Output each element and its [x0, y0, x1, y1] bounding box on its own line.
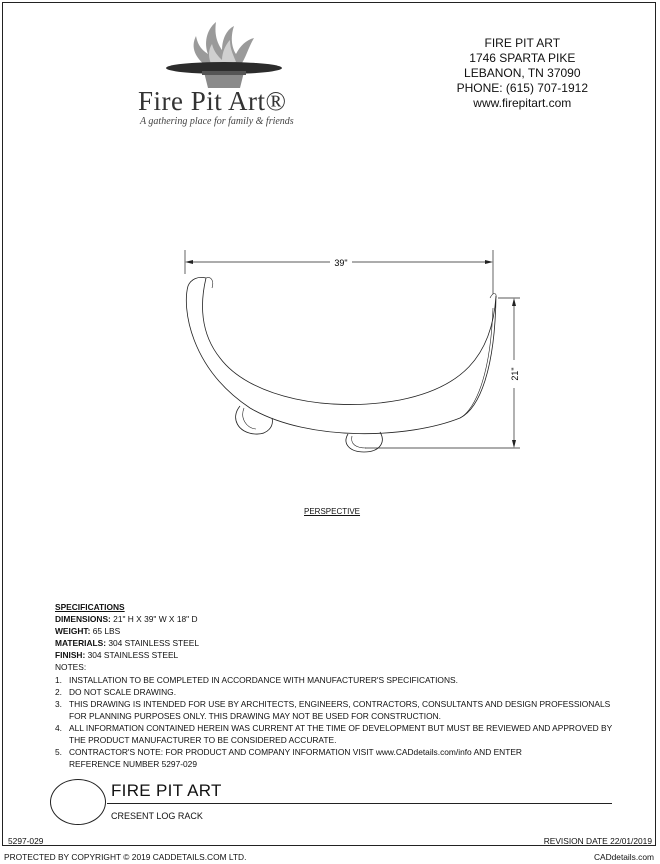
company-city: LEBANON, TN 37090 [464, 66, 581, 80]
title-block-circle [50, 779, 106, 825]
company-website: www.firepitart.com [473, 96, 572, 110]
note-continuation: REFERENCE NUMBER 5297-029 [69, 759, 197, 770]
reference-number: 5297-029 [8, 836, 44, 846]
height-dimension: 21" [510, 367, 520, 381]
note-item: 1. INSTALLATION TO BE COMPLETED IN ACCORDANCE WITH MANUFACTURER'S SPECIFICATIONS. [55, 674, 458, 685]
footer-site-link[interactable]: CADdetails.com [593, 852, 654, 862]
notes-label: NOTES: [55, 662, 87, 673]
perspective-drawing [160, 248, 540, 473]
company-info [457, 36, 588, 111]
company-name: FIRE PIT ART [484, 36, 561, 50]
spec-weight: WEIGHT: 65 LBS [55, 626, 121, 637]
spec-dimensions: DIMENSIONS: 21" H X 39" W X 18" D [55, 614, 198, 625]
title-block-subtitle: CRESENT LOG RACK [111, 811, 203, 821]
brand-logo [138, 18, 308, 95]
note-continuation: THE PRODUCT MANUFACTURER TO BE CONSIDERED ACCURATE. [69, 735, 337, 746]
note-item: 5. CONTRACTOR'S NOTE: FOR PRODUCT AND COMPANY INFORMATION VISIT www.CADdetails.com/info AND ENTER [55, 747, 522, 758]
view-label: PERSPECTIVE [304, 507, 361, 516]
revision-date: REVISION DATE 22/01/2019 [543, 836, 652, 846]
note-item: 4. ALL INFORMATION CONTAINED HEREIN WAS CURRENT AT THE TIME OF DEVELOPMENT BUT MUST BE REVIEWED AND APPROVED BY [55, 722, 613, 733]
spec-materials: MATERIALS: 304 STAINLESS STEEL [55, 638, 199, 649]
brand-name: Fire Pit Art® [138, 86, 287, 116]
brand-tagline: A gathering place for family & friends [140, 116, 294, 127]
copyright: PROTECTED BY COPYRIGHT © 2019 CADDETAILS.COM LTD. [4, 852, 247, 862]
fire-pit-logo-icon [138, 18, 308, 90]
width-dimension: 39" [334, 258, 348, 268]
note-continuation: FOR PLANNING PURPOSES ONLY. THIS DRAWING MAY NOT BE USED FOR CONSTRUCTION. [69, 710, 441, 721]
specs-header: SPECIFICATIONS [55, 602, 125, 612]
title-block-title: FIRE PIT ART [111, 781, 222, 800]
spec-finish: FINISH: 304 STAINLESS STEEL [55, 650, 179, 661]
company-address: 1746 SPARTA PIKE [469, 51, 576, 65]
log-rack-drawing [160, 248, 540, 468]
note-item: 3. THIS DRAWING IS INTENDED FOR USE BY ARCHITECTS, ENGINEERS, CONTRACTORS, CONSULTANTS AND DESIGN PROFESSIONALS [55, 698, 611, 709]
specifications [55, 601, 635, 770]
company-phone: PHONE: (615) 707-1912 [456, 81, 588, 95]
note-item: 2. DO NOT SCALE DRAWING. [55, 686, 177, 697]
title-block-divider [107, 803, 612, 804]
